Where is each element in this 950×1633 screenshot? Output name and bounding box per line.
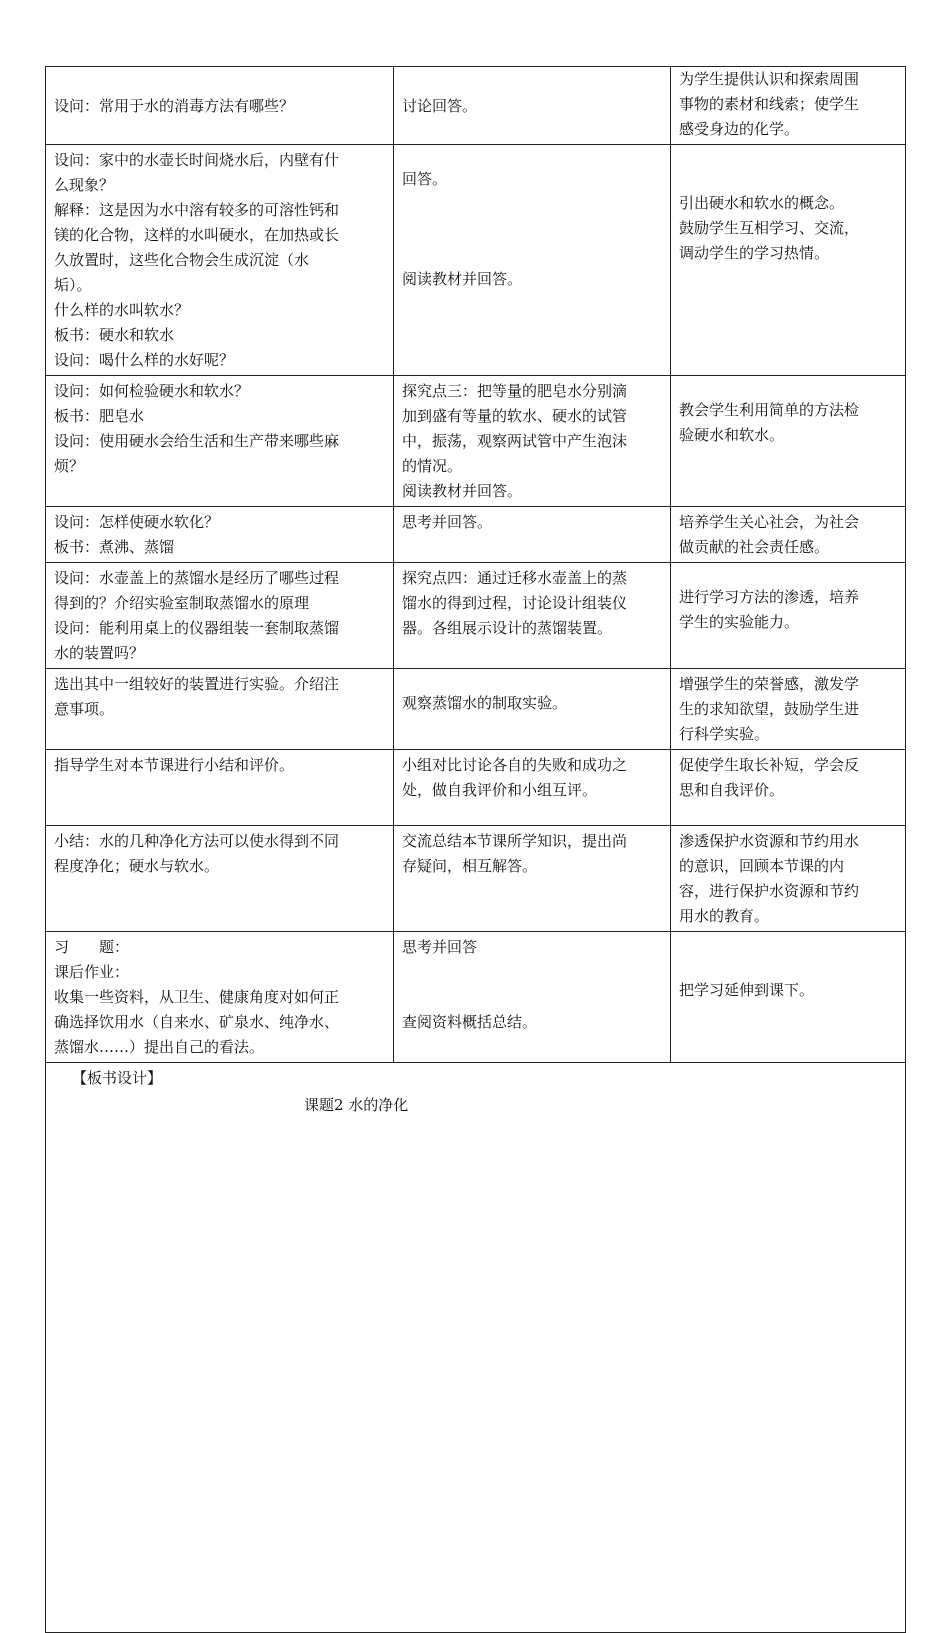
design-intent-cell: 为学生提供认识和探索周围 事物的素材和线索；使学生 感受身边的化学。 xyxy=(671,67,906,145)
table-row xyxy=(46,932,906,1063)
teacher-activity-cell: 选出其中一组较好的装置进行实验。介绍注 意事项。 xyxy=(46,669,394,750)
design-intent-cell: 培养学生关心社会，为社会 做贡献的社会责任感。 xyxy=(671,507,906,563)
student-activity-cell: 小组对比讨论各自的失败和成功之 处，做自我评价和小组互评。 xyxy=(394,750,671,826)
table-row xyxy=(46,563,906,669)
board-design-cell xyxy=(46,1063,906,1633)
table-row xyxy=(46,376,906,507)
board-design-topic: 课题2 水的净化 xyxy=(304,1096,409,1114)
design-intent-cell: 引出硬水和软水的概念。 鼓励学生互相学习、交流， 调动学生的学习热情。 xyxy=(671,145,906,376)
teacher-activity-cell: 设问：怎样使硬水软化？ 板书：煮沸、蒸馏 xyxy=(46,507,394,563)
student-activity-cell: 观察蒸馏水的制取实验。 xyxy=(394,669,671,750)
teacher-activity-cell: 指导学生对本节课进行小结和评价。 xyxy=(46,750,394,826)
table-row xyxy=(46,669,906,750)
teacher-activity-cell: 设问：水壶盖上的蒸馏水是经历了哪些过程 得到的？介绍实验室制取蒸馏水的原理 设问：能利用桌上的仪器组装一套制取蒸馏 水的装置吗？ xyxy=(46,563,394,669)
student-activity-cell: 回答。 阅读教材并回答。 xyxy=(394,145,671,376)
student-activity-cell: 交流总结本节课所学知识，提出尚 存疑问，相互解答。 xyxy=(394,826,671,932)
board-design-row xyxy=(46,1063,906,1633)
teacher-activity-cell: 习 题： 课后作业： 收集一些资料，从卫生、健康角度对如何正 确选择饮用水（自来水、矿泉水、纯净水、 蒸馏水……）提出自己的看法。 xyxy=(46,932,394,1063)
table-row xyxy=(46,750,906,826)
teacher-activity-cell: 设问：家中的水壶长时间烧水后，内壁有什 么现象？ 解释：这是因为水中溶有较多的可溶性钙和 镁的化合物，这样的水叫硬水，在加热或长 久放置时，这些化合物会生成沉淀（水 垢）。 什么样的水叫软水？ 板书：硬水和软水 设问：喝什么样的水好呢？ xyxy=(46,145,394,376)
teacher-activity-cell: 设问：常用于水的消毒方法有哪些？ xyxy=(46,67,394,145)
table-row xyxy=(46,67,906,145)
design-intent-cell: 教会学生利用简单的方法检 验硬水和软水。 xyxy=(671,376,906,507)
design-intent-cell: 促使学生取长补短，学会反 思和自我评价。 xyxy=(671,750,906,826)
table-row xyxy=(46,507,906,563)
lesson-table xyxy=(45,66,906,1633)
table-row xyxy=(46,145,906,376)
teacher-activity-cell: 设问：如何检验硬水和软水？ 板书：肥皂水 设问：使用硬水会给生活和生产带来哪些麻 烦？ xyxy=(46,376,394,507)
table-row xyxy=(46,826,906,932)
teacher-activity-cell: 小结：水的几种净化方法可以使水得到不同 程度净化；硬水与软水。 xyxy=(46,826,394,932)
student-activity-cell: 探究点三：把等量的肥皂水分别滴 加到盛有等量的软水、硬水的试管 中，振荡，观察两试管中产生泡沫 的情况。 阅读教材并回答。 xyxy=(394,376,671,507)
board-design-title: 【板书设计】 xyxy=(72,1069,163,1087)
student-activity-cell: 探究点四：通过迁移水壶盖上的蒸 馏水的得到过程，讨论设计组装仪 器。各组展示设计的蒸馏装置。 xyxy=(394,563,671,669)
design-intent-cell: 进行学习方法的渗透，培养 学生的实验能力。 xyxy=(671,563,906,669)
design-intent-cell: 把学习延伸到课下。 xyxy=(671,932,906,1063)
design-intent-cell: 增强学生的荣誉感，激发学 生的求知欲望，鼓励学生进 行科学实验。 xyxy=(671,669,906,750)
student-activity-cell: 讨论回答。 xyxy=(394,67,671,145)
student-activity-cell: 思考并回答。 xyxy=(394,507,671,563)
design-intent-cell: 渗透保护水资源和节约用水 的意识，回顾本节课的内 容，进行保护水资源和节约 用水的教育。 xyxy=(671,826,906,932)
student-activity-cell: 思考并回答 查阅资料概括总结。 xyxy=(394,932,671,1063)
